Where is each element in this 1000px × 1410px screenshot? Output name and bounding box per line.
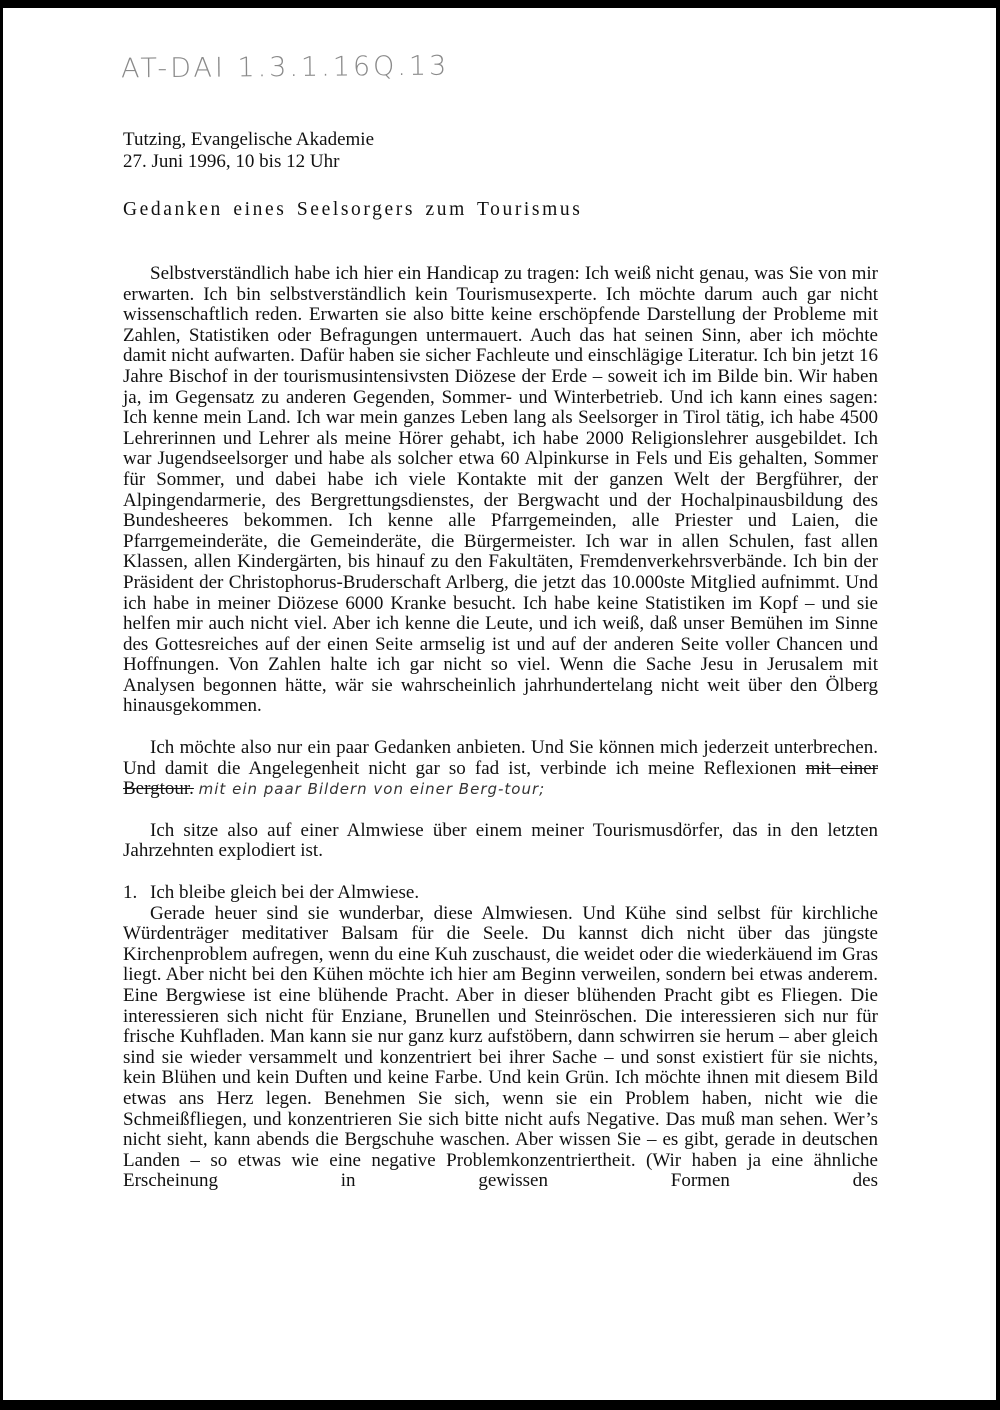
paragraph-spacer	[123, 717, 878, 738]
paragraph-thoughts	[123, 738, 878, 800]
paragraph-almwiese-intro: Ich sitze also auf einer Almwiese über einem meiner Tourismusdörfer, das in den letzten Jahrzehnten explodiert ist.	[123, 819, 878, 862]
document-title: Gedanken eines Seelsorgers zum Tourismus	[123, 199, 583, 220]
scanned-page	[3, 8, 996, 1400]
archive-reference-handwritten: AT-DAI 1.3.1.16Q.13	[120, 50, 450, 85]
section-heading-text: Ich bleibe gleich bei der Almwiese.	[150, 882, 420, 904]
paragraph-spacer	[123, 862, 878, 883]
struck-through-text: mit einer Bergtour.	[123, 757, 878, 800]
handwritten-correction: mit ein paar Bildern von einer Berg-tour;	[198, 780, 546, 799]
paragraph-thoughts-text: Ich möchte also nur ein paar Gedanken anbieten. Und Sie können mich jederzeit unterbrechen. Und damit die Angelegenheit nicht gar so fad ist, verbinde ich meine Reflexionen	[123, 737, 878, 779]
header-date-time: 27. Juni 1996, 10 bis 12 Uhr	[123, 151, 340, 172]
section-1-heading	[123, 883, 878, 904]
header-location: Tutzing, Evangelische Akademie	[123, 129, 374, 150]
paragraph-spacer	[123, 800, 878, 821]
document-header	[123, 129, 374, 173]
document-body	[123, 264, 878, 1192]
paragraph-almwiese-body: Gerade heuer sind sie wunderbar, diese Almwiesen. Und Kühe sind selbst für kirchliche Würdenträger meditativer Balsam für die Seele. Du kannst dich nicht über das jüngste Kirchenproblem aufregen, wenn du eine Kuh zuschaust, die weidet oder die wiederkäuend im Gras liegt. Aber nicht bei den Kühen möchte ich hier am Beginn verweilen, sondern bei etwas anderem. Eine Bergwiese ist eine blühende Pracht. Aber in dieser blühenden Pracht gibt es Fliegen. Die interessieren sich nicht für Enziane, Brunellen und Steinröschen. Die interessieren sich nur für frische Kuhfladen. Man kann sie nur ganz kurz aufstöbern, dann schwirren sie herum – aber gleich sind sie wieder versammelt und konzentriert bei ihrer Sache – und sonst existiert für sie nichts, kein Blühen und kein Duften und keine Farbe. Und kein Grün. Ich möchte ihnen mit diesem Bild etwas ans Herz legen. Benehmen Sie sich, wenn sie ein Problem haben, nicht wie die Schmeißfliegen, und konzentrieren Sie sich bitte nicht aufs Negative. Das muß man sehen. Wer’s nicht sieht, kann abends die Bergschuhe waschen. Aber wissen Sie – es gibt, gerade in deutschen Landen – so etwas wie eine negative Problemkonzentriertheit. (Wir haben ja eine ähnliche Erscheinung in gewissen Formen des	[123, 902, 878, 1192]
section-number: 1.	[123, 882, 138, 904]
paragraph-intro: Selbstverständlich habe ich hier ein Handicap zu tragen: Ich weiß nicht genau, was Sie von mir erwarten. Ich bin selbstverständlich kein Tourismusexperte. Ich möchte darum auch gar nicht wissenschaftlich reden. Erwarten sie also bitte keine erschöpfende Darstellung der Probleme mit Zahlen, Statistiken oder Befragungen untermauert. Auch das hat seinen Sinn, aber ich möchte damit nicht aufwarten. Dafür haben sie sicher Fachleute und einschlägige Literatur. Ich bin jetzt 16 Jahre Bischof in der tourismusintensivsten Diözese der Erde – soweit ich im Bilde bin. Wir haben ja, im Gegensatz zu anderen Gegenden, Sommer- und Winterbetrieb. Und ich kann eines sagen: Ich kenne mein Land. Ich war mein ganzes Leben lang als Seelsorger in Tirol tätig, ich habe 4500 Lehrerinnen und Lehrer als meine Hörer gehabt, ich habe 2000 Religionslehrer ausgebildet. Ich war Jugendseelsorger und habe als solcher etwa 60 Alpinkurse in Fels und Eis gehalten, Sommer für Sommer, und dabei habe ich viele Kontakte mit der ganzen Welt der Bergführer, der Alpingendarmerie, des Bergrettungsdienstes, der Bergwacht und der Hochalpinausbildung des Bundesheeres bekommen. Ich kenne alle Pfarrgemeinden, alle Priester und Laien, die Pfarrgemeinderäte, die Gemeinderäte, die Bürgermeister. Ich war in allen Schulen, fast allen Klassen, allen Kindergärten, bis hinauf zu den Fakultäten, Fremdenverkehrsverbände. Ich bin der Präsident der Christophorus-Bruderschaft Arlberg, die jetzt das 10.000ste Mitglied aufnimmt. Und ich habe in meiner Diözese 6000 Kranke besucht. Ich habe keine Statistiken im Kopf – und sie helfen mir auch nicht viel. Aber ich kenne die Leute, und ich weiß, daß unser Bemühen im Sinne des Gottesreiches auf der einen Seite armselig ist und auf der anderen Seite voller Chancen und Hoffnungen. Von Zahlen halte ich gar nicht so viel. Wenn die Sache Jesu in Jerusalem mit Analysen begonnen hätte, wär sie wahrscheinlich jahrhundertelang nicht weit über den Ölberg hinausgekommen.	[123, 263, 878, 717]
